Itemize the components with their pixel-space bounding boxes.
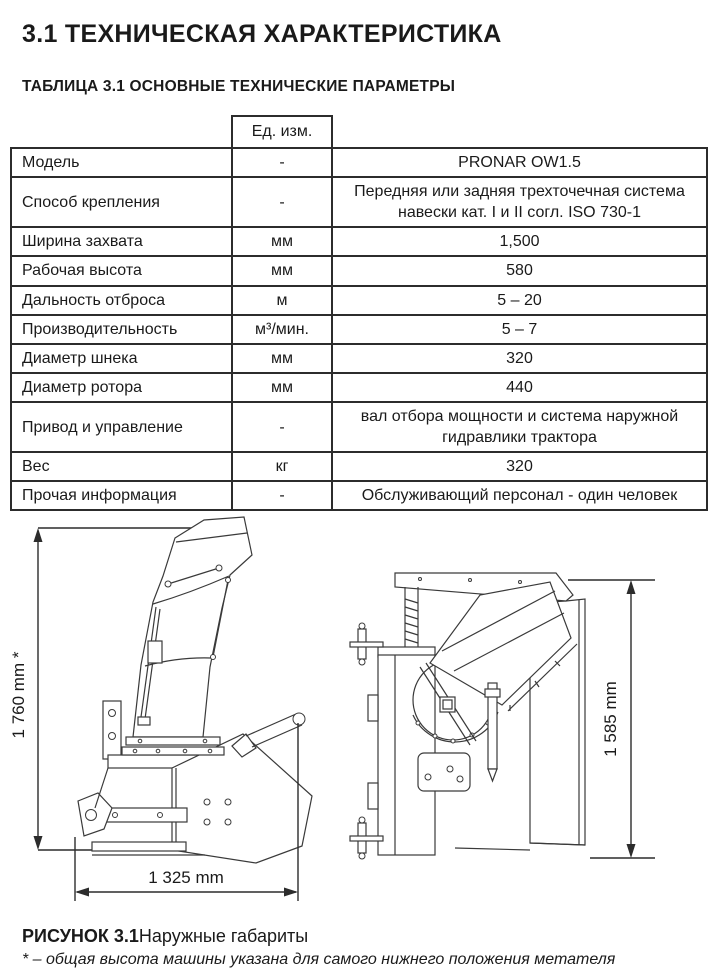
table-row [11, 177, 707, 227]
figure-caption [22, 926, 308, 947]
unit-cell: мм [232, 227, 332, 256]
unit-cell: м³/мин. [232, 315, 332, 344]
value-cell: 320 [332, 344, 707, 373]
figure-footnote: * – общая высота машины указана для самого нижнего положения метателя [22, 951, 616, 968]
table-row [11, 344, 707, 373]
value-cell: 5 – 20 [332, 286, 707, 315]
unit-header-row [11, 116, 707, 148]
unit-cell: м [232, 286, 332, 315]
page-title: 3.1 ТЕХНИЧЕСКАЯ ХАРАКТЕРИСТИКА [22, 20, 502, 48]
param-cell: Вес [11, 452, 232, 481]
table-caption: ТАБЛИЦА 3.1 ОСНОВНЫЕ ТЕХНИЧЕСКИЕ ПАРАМЕТРЫ [22, 78, 456, 95]
value-cell: PRONAR OW1.5 [332, 148, 707, 177]
table-row [11, 256, 707, 285]
param-cell: Привод и управление [11, 402, 232, 452]
param-cell: Модель [11, 148, 232, 177]
right-drawing [350, 555, 680, 885]
unit-cell: - [232, 481, 332, 510]
param-cell: Прочая информация [11, 481, 232, 510]
left-width-label: 1 325 mm [148, 868, 224, 887]
table-row [11, 148, 707, 177]
param-cell: Диаметр ротора [11, 373, 232, 402]
table-row [11, 315, 707, 344]
value-cell: Обслуживающий персонал - один человек [332, 481, 707, 510]
figure-title: Наружные габариты [138, 926, 309, 946]
right-height-label: 1 585 mm [601, 681, 620, 757]
value-cell: 440 [332, 373, 707, 402]
value-cell: 580 [332, 256, 707, 285]
blank-cell [11, 116, 232, 148]
table-row [11, 402, 707, 452]
param-cell: Диаметр шнека [11, 344, 232, 373]
unit-cell: мм [232, 344, 332, 373]
specs-table [10, 115, 708, 511]
machine-side-view [350, 573, 585, 859]
value-cell: Передняя или задняя трехточечная система навески кат. I и II согл. ISO 730-1 [332, 177, 707, 227]
left-height-label: 1 760 mm * [9, 651, 28, 739]
param-cell: Дальность отброса [11, 286, 232, 315]
param-cell: Ширина захвата [11, 227, 232, 256]
unit-cell: мм [232, 373, 332, 402]
blank-cell [332, 116, 707, 148]
unit-cell: мм [232, 256, 332, 285]
value-cell: 1,500 [332, 227, 707, 256]
param-cell: Производительность [11, 315, 232, 344]
discharge-chute [122, 517, 252, 755]
param-cell: Рабочая высота [11, 256, 232, 285]
unit-header-cell: Ед. изм. [232, 116, 332, 148]
param-cell: Способ крепления [11, 177, 232, 227]
unit-cell: - [232, 402, 332, 452]
unit-cell: кг [232, 452, 332, 481]
table-row [11, 227, 707, 256]
table-row [11, 286, 707, 315]
table-row [11, 373, 707, 402]
value-cell: 320 [332, 452, 707, 481]
unit-cell: - [232, 148, 332, 177]
figure-label: РИСУНОК 3.1 [22, 926, 139, 946]
value-cell: вал отбора мощности и система наружной гидравлики трактора [332, 402, 707, 452]
unit-cell: - [232, 177, 332, 227]
table-row [11, 452, 707, 481]
value-cell: 5 – 7 [332, 315, 707, 344]
left-drawing [0, 505, 350, 915]
